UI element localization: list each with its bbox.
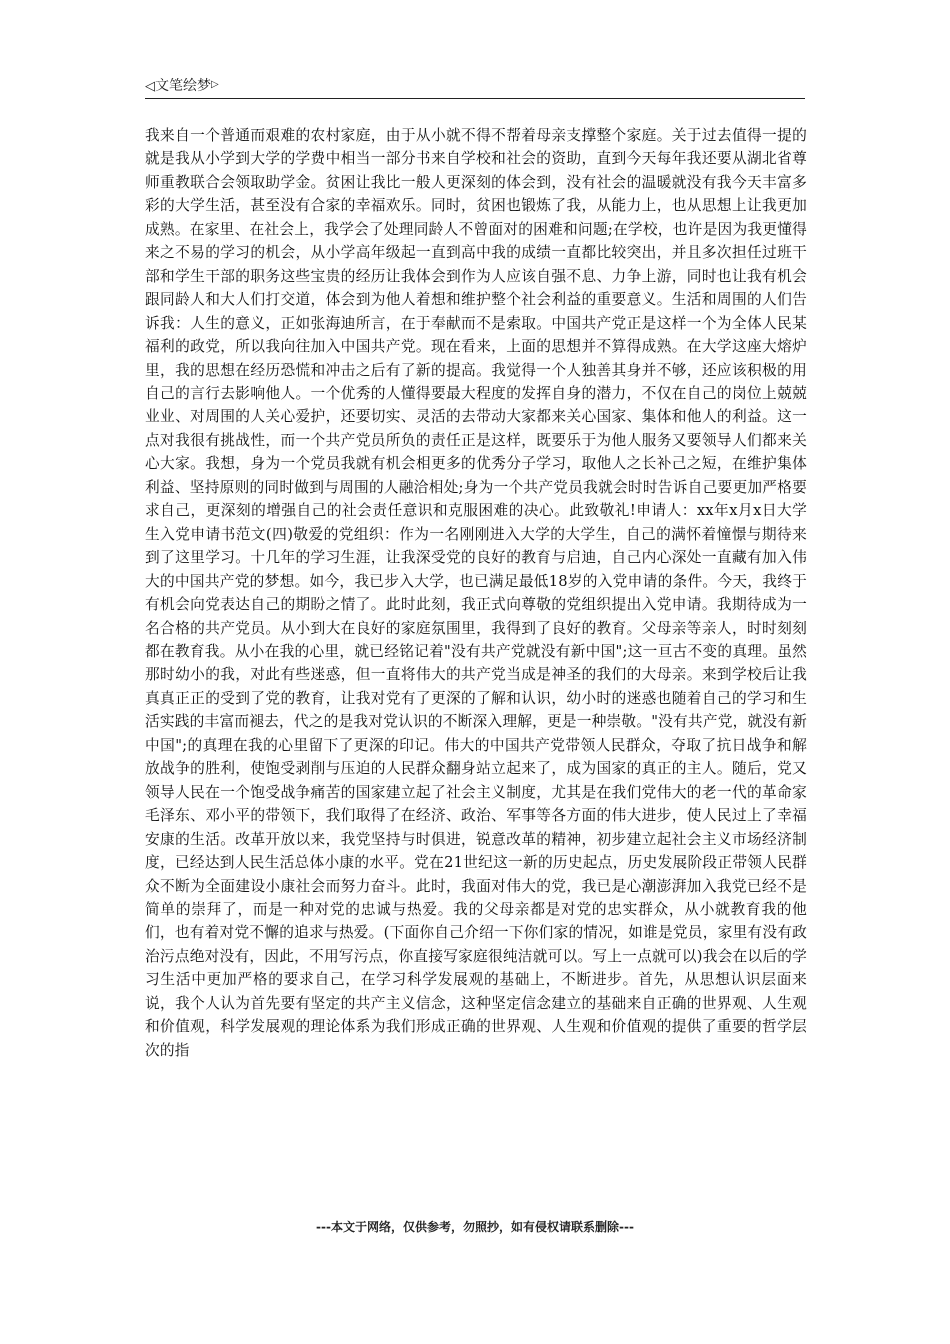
- triangle-left-icon: ◁: [145, 79, 155, 94]
- document-body: 我来自一个普通而艰难的农村家庭，由于从小就不得不帮着母亲支撑整个家庭。关于过去值得一提的就是我从小学到大学的学费中相当一部分书来自学校和社会的资助，直到今天每年我还要从湖北省尊师重教联合会领取助学金。贫困让我比一般人更深刻的体会到，没有社会的温暖就没有我今天丰富多彩的大学生活，甚至没有合家的幸福欢乐。同时，贫困也锻炼了我，从能力上，也从思想上让我更加成熟。在家里、在社会上，我学会了处理同龄人不曾面对的困难和问题;在学校，也许是因为我更懂得来之不易的学习的机会，从小学高年级起一直到高中我的成绩一直都比较突出，并且多次担任过班干部和学生干部的职务这些宝贵的经历让我体会到作为人应该自强不息、力争上游，同时也让我有机会跟同龄人和大人们打交道，体会到为他人着想和维护整个社会利益的重要意义。生活和周围的人们告诉我：人生的意义，正如张海迪所言，在于奉献而不是索取。中国共产党正是这样一个为全体人民某福利的政党，所以我向往加入中国共产党。现在看来，上面的思想并不算得成熟。在大学这座大熔炉里，我的思想在经历恐慌和冲击之后有了新的提高。我觉得一个人独善其身并不够，还应该积极的用自己的言行去影响他人。一个优秀的人懂得要最大程度的发挥自身的潜力，不仅在自己的岗位上兢兢业业、对周围的人关心爱护，还要切实、灵活的去带动大家都来关心国家、集体和他人的利益。这一点对我很有挑战性，而一个共产党员所负的责任正是这样，既要乐于为他人服务又要领导人们都来关心大家。我想，身为一个党员我就有机会相更多的优秀分子学习，取他人之长补己之短，在维护集体利益、坚持原则的同时做到与周围的人融洽相处;身为一个共产党员我就会时时告诉自己要更加严格要求自己，更深刻的增强自己的社会责任意识和克服困难的决心。此致敬礼!申请人：xx年x月x日大学生入党申请书范文(四)敬爱的党组织：作为一名刚刚进入大学的大学生，自己的满怀着憧憬与期待来到了这里学习。十几年的学习生涯，让我深受党的良好的教育与启迪，自己内心深处一直藏有加入伟大的中国共产党的梦想。如今，我已步入大学，也已满足最低18岁的入党申请的条件。今天，我终于有机会向党表达自己的期盼之情了。此时此刻，我正式向尊敬的党组织提出入党申请。我期待成为一名合格的共产党员。从小到大在良好的家庭氛围里，我得到了良好的教育。父母亲等亲人，时时刻刻都在教育我。从小在我的心里，就已经铭记着"没有共产党就没有新中国";这一亘古不变的真理。虽然那时幼小的我，对此有些迷惑，但一直将伟大的共产党当成是神圣的我们的大母亲。来到学校后让我真真正正的受到了党的教育，让我对党有了更深的了解和认识，幼小时的迷惑也随着自己的学习和生活实践的丰富而褪去，代之的是我对党认识的不断深入理解，更是一种崇敬。"没有共产党，就没有新中国";的真理在我的心里留下了更深的印记。伟大的中国共产党带领人民群众，夺取了抗日战争和解放战争的胜利，使饱受剥削与压迫的人民群众翻身站立起来了，成为国家的真正的主人。随后，党又领导人民在一个饱受战争痛苦的国家建立起了社会主义制度，尤其是在我们党伟大的老一代的革命家毛泽东、邓小平的带领下，我们取得了在经济、政治、军事等各方面的伟大进步，使人民过上了幸福安康的生活。改革开放以来，我党坚持与时俱进，锐意改革的精神，初步建立起社会主义市场经济制度，已经达到人民生活总体小康的水平。党在21世纪这一新的历史起点，历史发展阶段正带领人民群众不断为全面建设小康社会而努力奋斗。此时，我面对伟大的党，我已是心潮澎湃加入我党已经不是简单的崇拜了，而是一种对党的忠诚与热爱。我的父母亲都是对党的忠实群众，从小就教育我的他们，也有着对党不懈的追求与热爱。(下面你自己介绍一下你们家的情况，如谁是党员，家里有没有政治污点绝对没有，因此，不用写污点，你直接写家庭很纯洁就可以。写上一点就可以)我会在以后的学习生活中更加严格的要求自己，在学习科学发展观的基础上，不断进步。首先，从思想认识层面来说，我个人认为首先要有坚定的共产主义信念，这种坚定信念建立的基础来自正确的世界观、人生观和价值观，科学发展观的理论体系为我们形成正确的世界观、人生观和价值观的提供了重要的哲学层次的指: [145, 127, 807, 1059]
- header-title: 文笔绘梦: [155, 78, 211, 94]
- page-header: [145, 74, 805, 99]
- triangle-right-icon: ▷: [211, 79, 219, 90]
- footer-disclaimer: ---本文于网络，仅供参考，勿照抄，如有侵权请联系删除---: [316, 1220, 634, 1234]
